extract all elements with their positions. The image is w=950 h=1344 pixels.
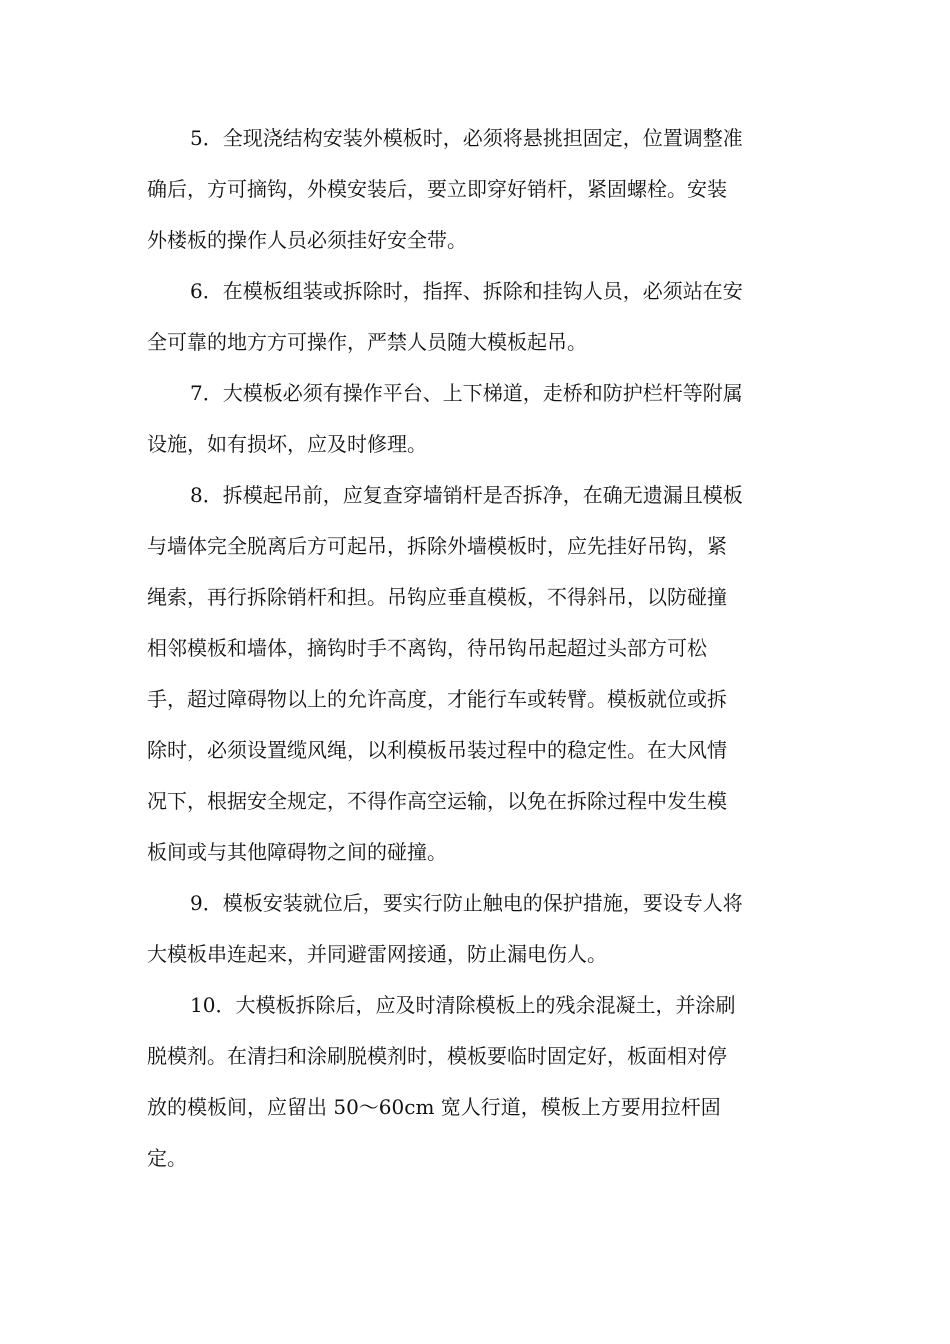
document-body [147,113,807,1184]
text-line: 相邻模板和墙体，摘钩时手不离钩，待吊钩吊起超过头部方可松 [147,636,707,660]
text-line: 与墙体完全脱离后方可起吊，拆除外墙模板时，应先挂好吊钩，紧 [147,534,727,558]
paragraph-8 [147,470,807,878]
text-line: 放的模板间，应留出 50～60cm 宽人行道，模板上方要用拉杆固 [147,1095,721,1119]
paragraph-5 [147,113,807,266]
text-line: 8．拆模起吊前，应复查穿墙销杆是否拆净，在确无遗漏且模板 [190,483,743,507]
paragraph-9 [147,878,807,980]
text-line: 10．大模板拆除后，应及时清除模板上的残余混凝土，并涂刷 [190,993,736,1017]
text-line: 确后，方可摘钩，外模安装后，要立即穿好销杆，紧固螺栓。安装 [147,177,727,201]
text-line: 大模板串连起来，并同避雷网接通，防止漏电伤人。 [147,942,607,966]
text-line: 况下，根据安全规定，不得作高空运输，以免在拆除过程中发生模 [147,789,727,813]
text-line: 6．在模板组装或拆除时，指挥、拆除和挂钩人员，必须站在安 [190,279,743,303]
text-line: 全可靠的地方方可操作，严禁人员随大模板起吊。 [147,330,587,354]
paragraph-7 [147,368,807,470]
text-line: 7．大模板必须有操作平台、上下梯道，走桥和防护栏杆等附属 [190,381,743,405]
text-line: 手，超过障碍物以上的允许高度，才能行车或转臂。模板就位或拆 [147,687,727,711]
text-line: 绳索，再行拆除销杆和担。吊钩应垂直模板，不得斜吊，以防碰撞 [147,585,727,609]
paragraph-10 [147,980,807,1184]
text-line: 5．全现浇结构安装外模板时，必须将悬挑担固定，位置调整准 [190,126,743,150]
paragraph-6 [147,266,807,368]
text-line: 定。 [147,1146,187,1170]
text-line: 9．模板安装就位后，要实行防止触电的保护措施，要设专人将 [190,891,743,915]
text-line: 外楼板的操作人员必须挂好安全带。 [147,228,467,252]
text-line: 脱模剂。在清扫和涂刷脱模剂时，模板要临时固定好，板面相对停 [147,1044,727,1068]
text-line: 除时，必须设置缆风绳，以利模板吊装过程中的稳定性。在大风情 [147,738,727,762]
text-line: 板间或与其他障碍物之间的碰撞。 [147,840,447,864]
text-line: 设施，如有损坏，应及时修理。 [147,432,427,456]
